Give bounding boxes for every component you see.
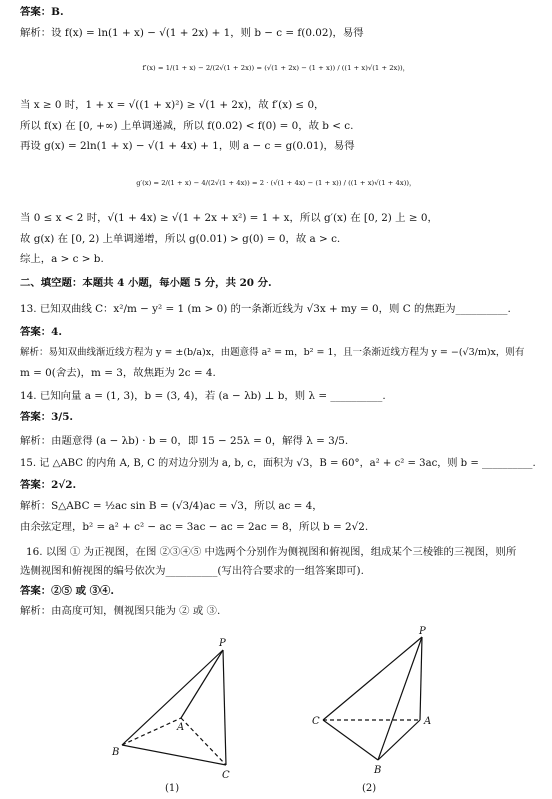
question-15: 15. 记 △ABC 的内角 A, B, C 的对边分别为 a, b, c，面积为 √3，B = 60°，a² + c² = 3ac，则 b = __________. bbox=[20, 458, 536, 469]
fig1-edge-BA bbox=[122, 718, 181, 745]
fig1-edge-BC bbox=[122, 745, 226, 765]
fig1-edge-AC bbox=[181, 718, 226, 765]
analysis-15-line1: 解析：S△ABC = ½ac sin B = (√3/4)ac = √3，所以 ac = 4， bbox=[20, 500, 323, 512]
question-16-line2: 选侧视图和俯视图的编号依次为__________(写出符合要求的一组答案即可). bbox=[20, 565, 364, 577]
answer-14: 答案：3/5. bbox=[20, 411, 74, 423]
formula-f-derivative: f′(x) = 1/(1 + x) − 2/(2√(1 + 2x)) = (√(1 + 2x) − (1 + x)) / ((1 + x)√(1 + 2x))， bbox=[142, 64, 410, 72]
fig2-edge-CB bbox=[323, 720, 378, 760]
analysis-12-line3: 当 x ≥ 0 时，1 + x = √((1 + x)²) ≥ √(1 + 2x)，故 f′(x) ≤ 0， bbox=[20, 99, 325, 111]
analysis-13-line2: m = 0(舍去)，m = 3，故焦距为 2c = 4. bbox=[20, 367, 216, 379]
fig1-label-C: C bbox=[222, 770, 230, 781]
fig2-label-A: A bbox=[424, 716, 432, 727]
analysis-12-line5: 再设 g(x) = 2ln(1 + x) − √(1 + 4x) + 1，则 a − c = g(0.01)，易得 bbox=[20, 140, 355, 152]
fig2-caption: (2) bbox=[362, 783, 377, 794]
fig2-edge-BA bbox=[378, 720, 420, 760]
analysis-13-line1: 解析：易知双曲线渐近线方程为 y = ±(b/a)x，由题意得 a² = m，b² = 1，且一条渐近线方程为 y = −(√3/m)x，则有 bbox=[20, 347, 525, 358]
fig2-edge-CP bbox=[323, 637, 422, 720]
answer-13: 答案：4. bbox=[20, 326, 63, 338]
fig1-label-P: P bbox=[219, 638, 226, 649]
question-13: 13. 已知双曲线 C：x²/m − y² = 1 (m > 0) 的一条渐近线为 √3x + my = 0，则 C 的焦距为__________. bbox=[20, 303, 511, 315]
analysis-12-conclusion: 综上，a > c > b. bbox=[20, 253, 104, 265]
fig2-label-C: C bbox=[312, 716, 320, 727]
question-14: 14. 已知向量 a = (1, 3)，b = (3, 4)，若 (a − λb) ⊥ b，则 λ = __________. bbox=[20, 390, 386, 402]
fig1-edge-PA bbox=[181, 650, 223, 718]
fig2-label-P: P bbox=[419, 626, 426, 637]
question-16-line1: 16. 以图 ① 为正视图，在图 ②③④⑤ 中选两个分别作为侧视图和俯视图，组成某个三棱锥的三视图，则所 bbox=[26, 546, 517, 558]
section-heading-fill-in: 二、填空题：本题共 4 小题，每小题 5 分，共 20 分. bbox=[20, 277, 272, 289]
analysis-14: 解析：由题意得 (a − λb) · b = 0，即 15 − 25λ = 0，解得 λ = 3/5. bbox=[20, 435, 349, 447]
answer-16: 答案：②⑤ 或 ③④. bbox=[20, 585, 114, 597]
analysis-12-line7: 故 g(x) 在 [0, 2) 上单调递增，所以 g(0.01) > g(0) = 0，故 a > c. bbox=[20, 233, 341, 245]
fig1-label-B: B bbox=[112, 747, 120, 758]
fig1-edge-PC bbox=[223, 650, 226, 765]
fig1-caption: (1) bbox=[165, 783, 180, 794]
fig2-edge-AP bbox=[420, 637, 422, 720]
analysis-16: 解析：由高度可知，侧视图只能为 ② 或 ③. bbox=[20, 605, 221, 617]
analysis-12-intro: 解析：设 f(x) = ln(1 + x) − √(1 + 2x) + 1，则 b − c = f(0.02)，易得 bbox=[20, 27, 364, 39]
analysis-15-line2: 由余弦定理，b² = a² + c² − ac = 3ac − ac = 2ac = 8，所以 b = 2√2. bbox=[20, 521, 369, 533]
fig1-label-A: A bbox=[177, 722, 185, 733]
fig1-edge-BP bbox=[122, 650, 223, 745]
answer-15: 答案：2√2. bbox=[20, 479, 77, 491]
fig2-edge-BP bbox=[378, 637, 422, 760]
answer-12: 答案：B. bbox=[20, 6, 64, 18]
analysis-12-line6: 当 0 ≤ x < 2 时，√(1 + 4x) ≥ √(1 + 2x + x²) = 1 + x，所以 g′(x) 在 [0, 2) 上 ≥ 0， bbox=[20, 212, 438, 224]
fig2-label-B: B bbox=[374, 765, 382, 776]
formula-g-derivative: g′(x) = 2/(1 + x) − 4/(2√(1 + 4x)) = 2 · (√(1 + 4x) − (1 + x)) / ((1 + x)√(1 + 4x))， bbox=[136, 179, 416, 187]
analysis-12-line4: 所以 f(x) 在 [0, +∞) 上单调递减，所以 f(0.02) < f(0) = 0，故 b < c. bbox=[20, 120, 354, 132]
